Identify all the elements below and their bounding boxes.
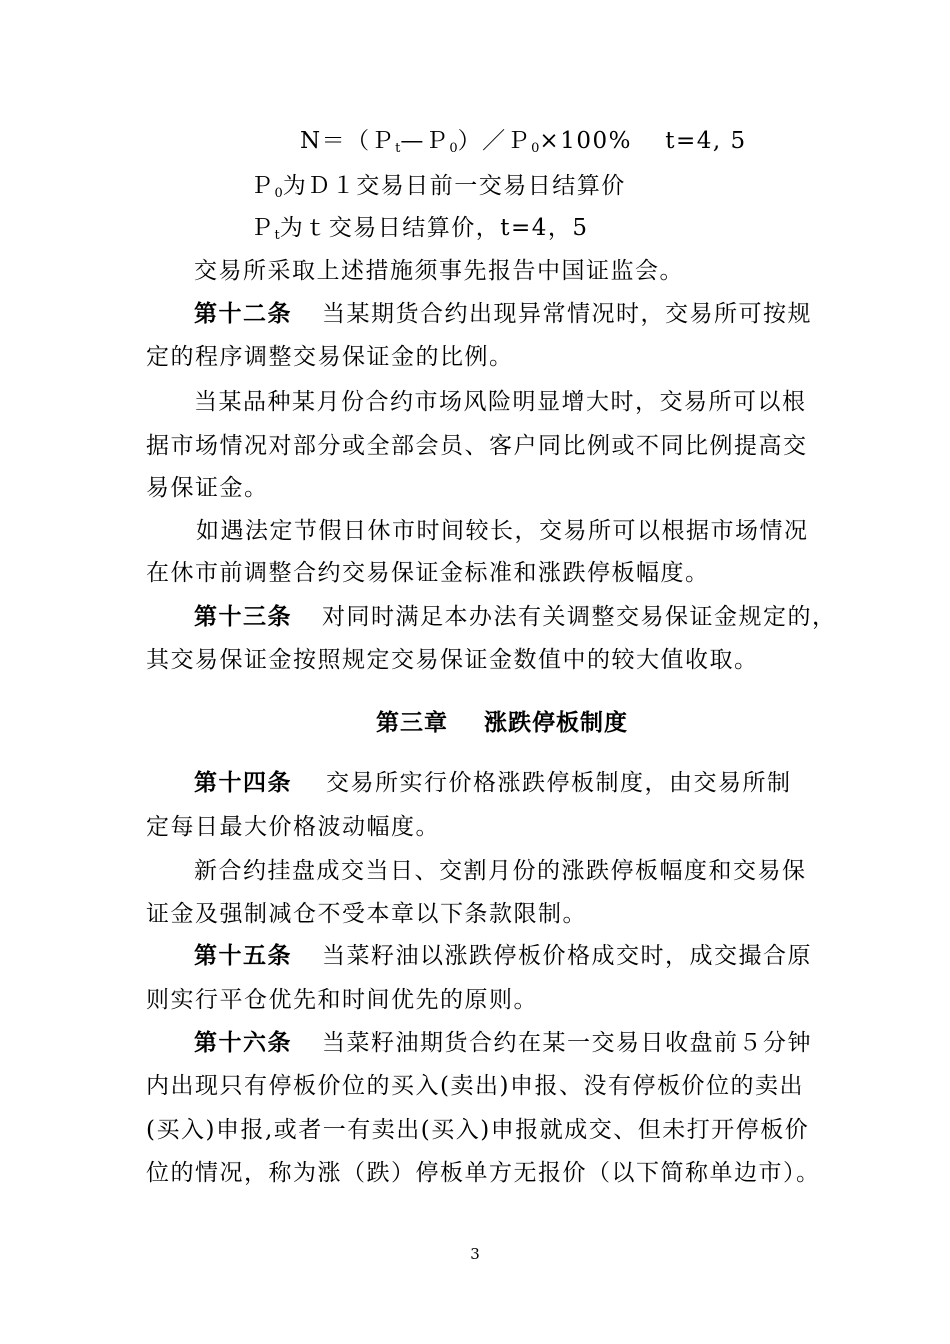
article-12-para2-line2: 据市场情况对部分或全部会员、客户同比例或不同比例提高交 <box>146 433 808 459</box>
article-15-text1: 当菜籽油以涨跌停板价格成交时，成交撮合原 <box>322 943 812 969</box>
article-14-para2-line1: 新合约挂盘成交当日、交割月份的涨跌停板幅度和交易保 <box>194 858 807 884</box>
article-13-text1: 对同时满足本办法有关调整交易保证金规定的， <box>322 604 837 630</box>
article-12-para2-line3: 易保证金。 <box>146 475 269 501</box>
article-15-line2: 则实行平仓优先和时间优先的原则。 <box>146 987 538 1013</box>
chapter-heading <box>376 708 628 738</box>
p0-subscript: 0 <box>274 186 283 201</box>
formula-subscript-t: t <box>395 141 401 156</box>
chapter-title: 涨跌停板制度 <box>484 710 628 736</box>
article-12-line1 <box>194 299 812 329</box>
pt-definition <box>250 213 589 251</box>
article-16-line3: (买入)申报,或者一有卖出(买入)申报就成交、但未打开停板价 <box>146 1117 810 1143</box>
article-14-para2-line2: 证金及强制减仓不受本章以下条款限制。 <box>146 901 587 927</box>
article-12-para3-line1: 如遇法定节假日休市时间较长，交易所可以根据市场情况 <box>196 518 809 544</box>
article-12-para2-line1: 当某品种某月份合约市场风险明显增大时，交易所可以根 <box>194 389 807 415</box>
article-14-line2: 定每日最大价格波动幅度。 <box>146 814 440 840</box>
formula-end: ×100% t=4, 5 <box>539 128 747 154</box>
formula-subscript-0b: 0 <box>531 141 540 156</box>
pt-symbol: Ｐ <box>250 215 275 241</box>
article-15-title: 第十五条 <box>194 942 292 969</box>
chapter-number: 第三章 <box>376 710 448 736</box>
article-13-title: 第十三条 <box>194 603 292 630</box>
p0-text: 为Ｄ１交易日前一交易日结算价 <box>282 173 626 199</box>
article-14-text1: 交易所实行价格涨跌停板制度，由交易所制 <box>326 770 792 796</box>
report-line: 交易所采取上述措施须事先报告中国证监会。 <box>194 258 684 284</box>
page-number: 3 <box>470 1245 480 1263</box>
article-15-line1 <box>194 941 812 971</box>
formula-minus: —Ｐ <box>400 128 450 154</box>
article-12-para3-line2: 在休市前调整合约交易保证金标准和涨跌停板幅度。 <box>146 560 710 586</box>
formula-line <box>300 126 747 164</box>
article-12-text1: 当某期货合约出现异常情况时，交易所可按规 <box>322 301 812 327</box>
formula-n: N＝（Ｐ <box>300 128 396 154</box>
article-13-line2: 其交易保证金按照规定交易保证金数值中的较大值收取。 <box>146 647 759 673</box>
pt-text: 为ｔ交易日结算价，t=4，5 <box>279 215 589 241</box>
article-13-line1 <box>194 602 837 632</box>
article-16-title: 第十六条 <box>194 1029 292 1056</box>
article-12-line2: 定的程序调整交易保证金的比例。 <box>146 344 514 370</box>
p0-symbol: Ｐ <box>250 173 275 199</box>
article-16-line1 <box>194 1028 812 1058</box>
article-14-line1 <box>194 768 792 798</box>
pt-subscript: t <box>274 228 280 243</box>
p0-definition <box>250 171 626 209</box>
formula-subscript-0: 0 <box>449 141 458 156</box>
article-16-line2: 内出现只有停板价位的买入(卖出)申报、没有停板价位的卖出 <box>146 1073 804 1099</box>
article-12-title: 第十二条 <box>194 300 292 327</box>
formula-divide: ）／Ｐ <box>457 128 532 154</box>
article-16-text1: 当菜籽油期货合约在某一交易日收盘前５分钟 <box>322 1030 812 1056</box>
article-16-line4: 位的情况，称为涨（跌）停板单方无报价（以下简称单边市）。 <box>146 1160 821 1186</box>
article-14-title: 第十四条 <box>194 769 292 796</box>
